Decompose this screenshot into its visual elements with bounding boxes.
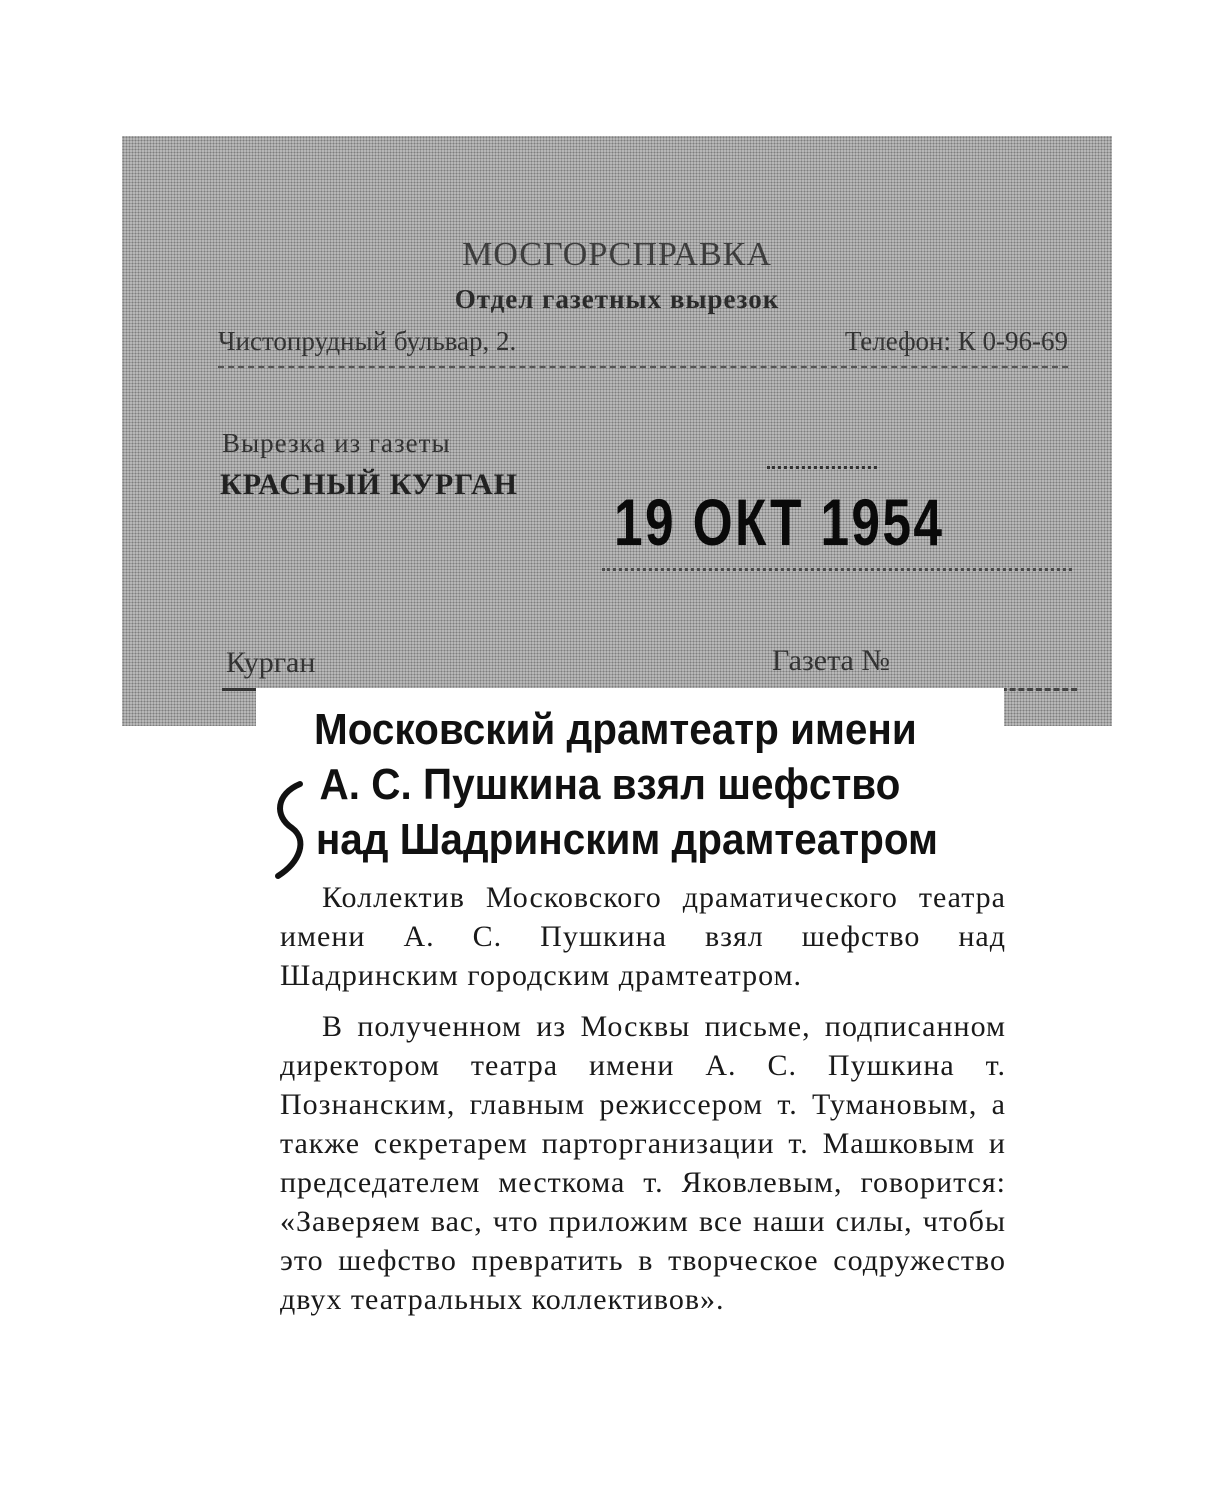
clipping-from-label: Вырезка из газеты [222,428,451,458]
address-row [218,326,1068,368]
date-underline [602,568,1072,571]
headline-line-3: над Шадринским драмтеатром [315,815,938,864]
newspaper-name: КРАСНЫЙ КУРГАН [220,468,519,501]
headline-line-1: Московский драмтеатр имени [314,705,917,754]
stamp-mark [767,466,877,469]
city-name: Курган [226,646,316,679]
date-stamp: 19 ОКТ 1954 [614,485,945,559]
department-name: Отдел газетных вырезок [454,284,780,314]
newspaper-clipping [256,688,1004,1468]
phone-number: Телефон: К 0-96-69 [844,326,1068,356]
clipping-service-label [122,136,1112,726]
agency-name: МОСГОРСПРАВКА [462,236,772,273]
pen-mark-icon [270,776,310,886]
issue-number-label: Газета № [772,644,890,677]
article-paragraph-1: Коллектив Московского драматического театра имени А. С. Пушкина взял шефство над Шадринским городским драмтеатром. [280,881,1006,992]
article-paragraph-2: В полученном из Москвы письме, подписанном директором театра имени А. С. Пушкина т. Познанским, главным режиссером т. Тумановым, а также секретарем парторганизации т. Машковым и председателем месткома т. Яковлевым, говорится: «Заверяем вас, что приложим все наши силы, чтобы это шефство превратить в творческое содружество двух театральных коллективов». [280,1010,1006,1316]
headline-line-2: А. С. Пушкина взял шефство [319,760,901,809]
address: Чистопрудный бульвар, 2. [218,326,517,356]
article-headline [314,702,938,867]
article-body [280,878,1006,1331]
